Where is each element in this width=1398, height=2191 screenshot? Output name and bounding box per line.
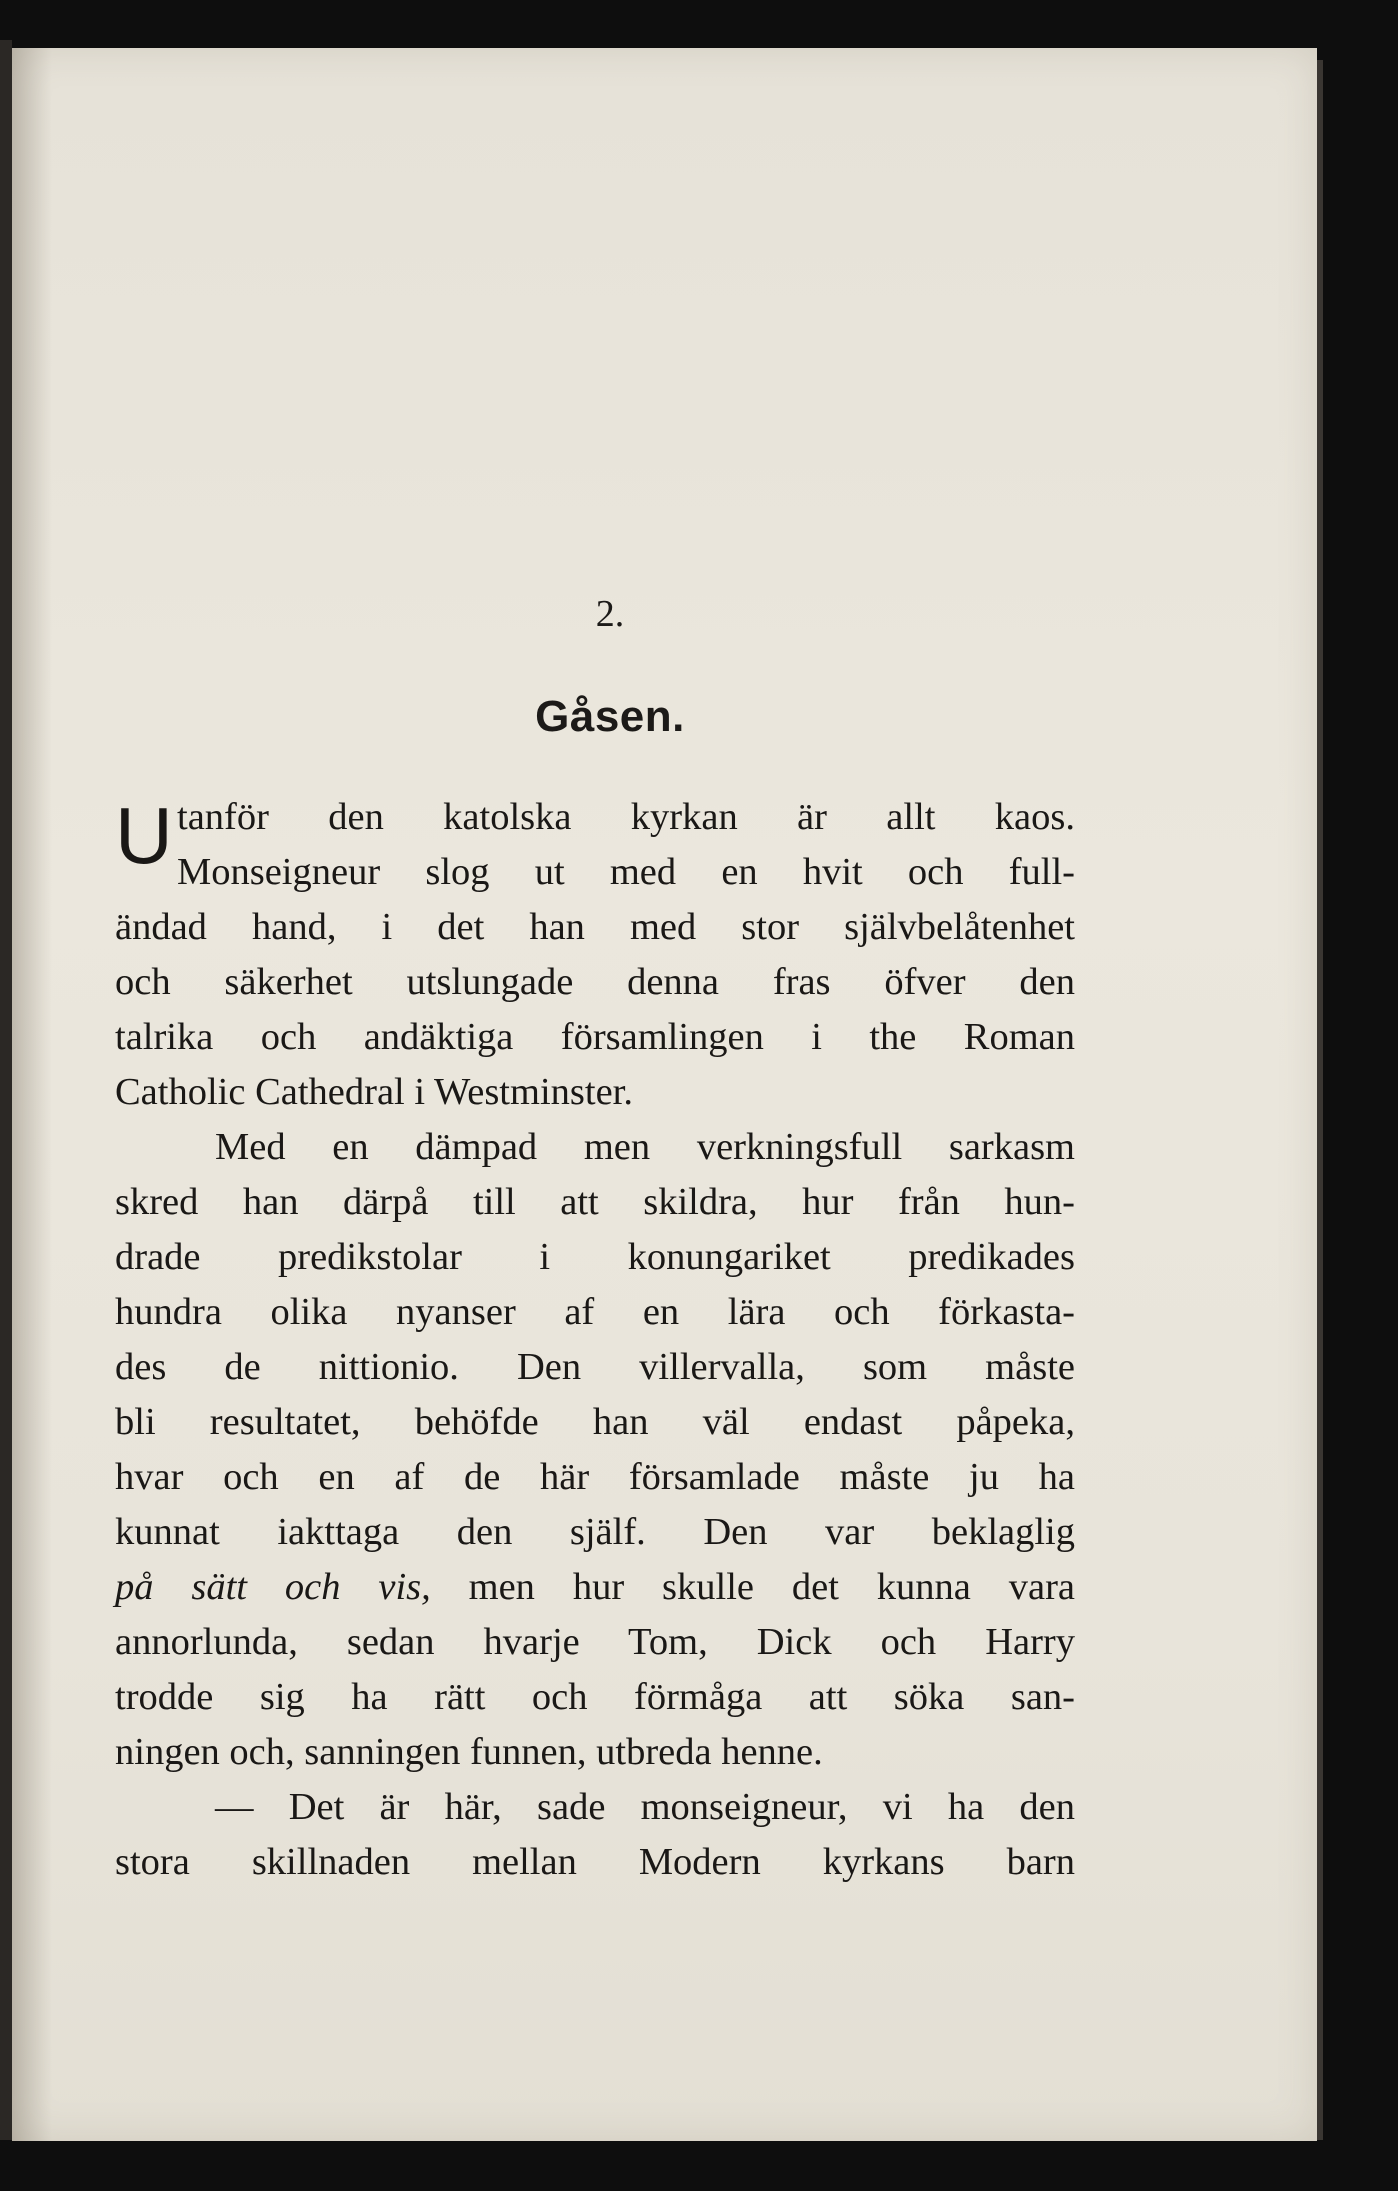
text-line: talrika och andäktiga församlingen i the Roman [115, 1016, 1075, 1058]
text-line: ningen och, sanningen funnen, utbreda henne. [115, 1731, 823, 1773]
text-line: skred han därpå till att skildra, hur från hun- [115, 1181, 1075, 1223]
book-spine-edge [0, 40, 12, 2140]
body-text [115, 790, 1075, 1890]
text-line: Med en dämpad men verkningsfull sarkasm [215, 1126, 1075, 1168]
drop-cap: U [115, 791, 173, 880]
text-line: och säkerhet utslungade denna fras öfver den [115, 961, 1075, 1003]
italic-phrase: på sätt och vis, [115, 1566, 431, 1608]
text-line: annorlunda, sedan hvarje Tom, Dick och Harry [115, 1621, 1075, 1663]
text-line: des de nittionio. Den villervalla, som måste [115, 1346, 1075, 1388]
text-line: bli resultatet, behöfde han väl endast påpeka, [115, 1401, 1075, 1443]
text-line: hvar och en af de här församlade måste ju ha [115, 1456, 1075, 1498]
line-text: tanför den katolska kyrkan är allt kaos. [177, 796, 1075, 838]
text-line: — Det är här, sade monseigneur, vi ha den [215, 1786, 1075, 1828]
line-text: men hur skulle det kunna vara [430, 1566, 1075, 1608]
chapter-title: Gåsen. [535, 692, 685, 741]
text-line: Catholic Cathedral i Westminster. [115, 1071, 633, 1113]
text-line [115, 1560, 1075, 1615]
page-right-edge [1317, 60, 1323, 2140]
text-line: trodde sig ha rätt och förmåga att söka san- [115, 1676, 1075, 1718]
text-line: drade predikstolar i konungariket predikades [115, 1236, 1075, 1278]
text-line: kunnat iakttaga den själf. Den var beklaglig [115, 1511, 1075, 1553]
text-line: stora skillnaden mellan Modern kyrkans barn [115, 1841, 1075, 1883]
text-line: hundra olika nyanser af en lära och förkasta- [115, 1291, 1075, 1333]
gutter-shadow [12, 48, 52, 2141]
chapter-number: 2. [595, 593, 625, 635]
text-line: Monseigneur slog ut med en hvit och full- [177, 851, 1075, 893]
text-line: ändad hand, i det han med stor självbelåtenhet [115, 906, 1075, 948]
